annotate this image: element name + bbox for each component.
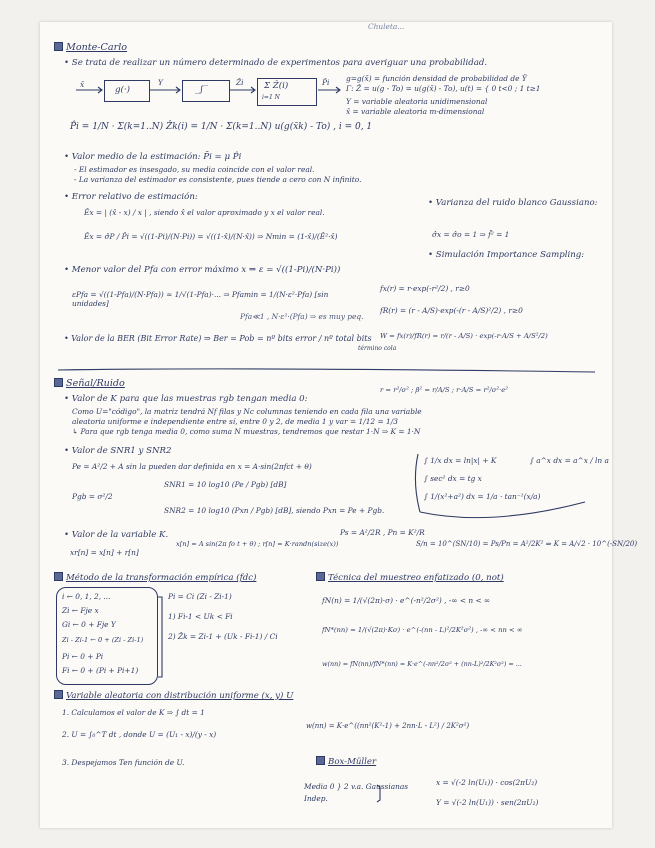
diagram-input: x̄ <box>80 80 85 89</box>
integral-2: ∫ a^x dx = a^x / ln a <box>530 456 609 465</box>
side-note-2: Γ: Ẑ = u(g - To) = u(g(x̄) - To), u(t) = { 0 t<0 ; 1 t≥1 <box>346 84 541 93</box>
pfa-note: Pfa≪1 , N·ε²·(Pfa) ⇒ es muy peq. <box>240 312 364 321</box>
left-step-3: Gi ← 0 + Fje Y <box>62 620 116 629</box>
k-val-1: xr[n] = x[n] + r[n] <box>70 548 139 557</box>
k-text-2: aleatoria uniforme e independiente entre sí, entre 0 y 2, de media 1 y var = 1/12 = 1/3 <box>72 417 398 426</box>
varianza-title: • Varianza del ruido blanco Gaussiano: <box>428 198 598 208</box>
right-step-1: Pi = Ci (Zi - Zi-1) <box>168 592 232 601</box>
signal-z: Ẑi <box>236 78 244 87</box>
checkbox-icon <box>54 572 63 581</box>
snr2: SNR2 = 10 log10 (Pxn / Pgb) [dB], siendo Pxn = Pe + Pgb. <box>164 506 385 515</box>
snr-pgb: Pgb = σ²/2 <box>72 492 113 501</box>
importance-w: W = fx(r)/fR(r) = r/(r - A/S) · exp(-r·A/S + A/S²/2) <box>380 332 548 340</box>
importance-f1: fx(r) = r·exp(-r²/2) , r≥0 <box>380 284 470 293</box>
k-val-2: x[n] = A sin(2π fo t + θ) ; r[n] = K·randn(size(x)) <box>176 540 339 548</box>
tecnica-f2: fN*(nn) = 1/(√(2π)·Kσ) · e^(-(nn - L)²/2K²σ²) , -∞ < nn < ∞ <box>322 626 523 634</box>
k-text-1: Como U="código", la matriz tendrá Nf filas y Nc columnas teniendo en cada fila una variable <box>72 407 422 416</box>
box-muller-y: Y = √(-2 ln(U₁)) · sen(2πU₂) <box>436 798 539 807</box>
importance-title: • Simulación Importance Sampling: <box>428 250 585 260</box>
left-step-4: Zi - Zi-1 ← 0 + (Zi - Zi-1) <box>62 636 144 644</box>
left-step-6: Fi ← 0 + (Pi + Pi+1) <box>62 666 139 675</box>
notes-sheet <box>40 22 638 828</box>
mean-title: • Valor medio de la estimación: P̄i = μ P̂i <box>64 152 242 162</box>
k-formula: r = r²/σ² ; β² = r/A/S ; r·A/S = r²/σ²·e² <box>380 386 508 394</box>
snr-pe: Pe = A²/2 + A sin la pueden dar definida en x = A·sin(2πfct + θ) <box>72 462 312 471</box>
k-val-4: S/n = 10^(SN/10) = Ps/Pn = A²/2K² ⇒ K = A/√2 · 10^(-SN/20) <box>416 540 638 548</box>
varianza-formula: σ̂x = σ̂o = 1 ⇒ f̄² = 1 <box>432 230 510 239</box>
uniforme-item-1: 1. Calculamos el valor de K ⇒ ∫ dt = 1 <box>62 708 205 717</box>
section-title-transformacion: Método de la transformación empírica (fdc) <box>54 572 256 583</box>
pfa-formula: εPfa = √((1-Pfa)/(N·Pfa)) ≈ 1/√(1-Pfa)·... ⇒ Pfamin = 1/(N·ε²·Pfa) [sin unidades] <box>72 290 329 308</box>
importance-f2: fR(r) = (r - A/S)·exp(-(r - A/S)²/2) , r≥0 <box>380 306 523 315</box>
mean-item-2: - La varianza del estimador es consistente, pues tiende a cero con N infinito. <box>74 175 362 184</box>
estimator-formula: P̂i = 1/N · Σ(k=1..N) Ẑk(i) = 1/N · Σ(k=1..N) u(g(x̄k) - To) , i = 0, 1 <box>70 122 373 132</box>
section-title-tecnica: Técnica del muestreo enfatizado (0, not) <box>316 572 504 583</box>
block-g-label: g(·) <box>115 85 130 95</box>
section-title-senal-ruido: Señal/Ruido <box>54 378 125 389</box>
section-title-box-muller: Box-Müller <box>316 756 376 767</box>
left-step-2: Zi ← Fje x <box>62 606 99 615</box>
checkbox-icon <box>316 756 325 765</box>
ber-title: • Valor de la BER (Bit Error Rate) ⇒ Ber = Pob = nº bits error / nº total bits <box>64 334 372 343</box>
right-step-2: 1) Fi-1 < Uk < Fi <box>168 612 233 621</box>
mean-item-1: - El estimador es insesgado, su media coincide con el valor real. <box>74 165 315 174</box>
integral-1: ∫ 1/x dx = ln|x| + K <box>424 456 497 465</box>
left-step-1: i ← 0, 1, 2, ... <box>62 592 111 601</box>
section-title-uniforme: Variable aleatoria con distribución uniforme (x, y) U <box>54 690 293 701</box>
rel-error-1: Êx = | (x̂ - x) / x | , siendo x̂ el valor aproximado y x el valor real. <box>84 208 325 217</box>
side-note-4: x̄ = variable aleatoria m-dimensional <box>346 107 485 116</box>
rel-error-title: • Error relativo de estimación: <box>64 192 198 202</box>
k-text-3: ↳ Para que rgb tenga media 0, como suma N muestras, tendremos que restar 1·N ⇒ K = 1·N <box>72 427 421 436</box>
rel-error-2: Êx = σ̂P / P̂i = √((1-Pi)/(N·Pi)) = √((1-x̂)/(N·x̂)) ⇒ Nmin = (1-x̂)/(Ê²·x̂) <box>84 232 338 241</box>
checkbox-icon <box>54 378 63 387</box>
k-val-3: Ps = A²/2R , Pn = K²/R <box>340 528 425 537</box>
pfa-title: • Menor valor del Pfa con error máximo x ⇒ ε = √((1-Pi)/(N·Pi)) <box>64 265 341 275</box>
tecnica-w: w(nn) = fN(nn)/fN*(nn) = K·e^(-nn²/2σ² + (nn-L)²/2K²σ²) = ... <box>322 660 522 668</box>
tecnica-f1: fN(n) = 1/(√(2π)·σ) · e^(-n²/2σ²) , -∞ < n < ∞ <box>322 596 491 605</box>
box-muller-x: x = √(-2 ln(U₁)) · cos(2πU₂) <box>436 778 538 787</box>
integral-3: ∫ sec² dx = tg x <box>424 474 482 483</box>
block-sum-label: Σ Ẑ(i) <box>264 81 289 91</box>
box-muller-intro2: Indep. <box>304 794 328 803</box>
checkbox-icon <box>54 42 63 51</box>
right-step-3: 2) Ẑk = Zi-1 + (Uk - Fi-1) / Ci <box>168 632 278 641</box>
section-title-montecarlo: Monte-Carlo <box>54 42 127 53</box>
uniforme-item-2: 2. U = ∫₀^T dt , donde U = (U₁ - x)/(y - x) <box>62 730 217 739</box>
side-note-3: Y = variable aleatoria unidimensional <box>346 97 488 106</box>
snr1: SNR1 = 10 log10 (Pe / Pgb) [dB] <box>164 480 287 489</box>
signal-y: Y <box>158 78 163 87</box>
block-threshold-label: _∫‾ <box>195 85 209 95</box>
integral-4: ∫ 1/(x²+a²) dx = 1/a · tan⁻¹(x/a) <box>424 492 541 501</box>
header-fragment: Chuleta... <box>368 22 405 31</box>
box-muller-intro: Media 0 } 2 v.a. Gaussianas <box>304 782 409 791</box>
diagram-output: P̂i <box>322 78 330 87</box>
k-title: • Valor de K para que las muestras rgb tengan media 0: <box>64 394 308 404</box>
snr-title: • Valor de SNR1 y SNR2 <box>64 446 172 456</box>
side-note-1: g=g(x̄) = función densidad de probabilidad de Ÿ <box>346 74 527 83</box>
checkbox-icon <box>316 572 325 581</box>
uniforme-item-3: 3. Despejamos Ten función de U. <box>62 758 185 767</box>
k-val-title: • Valor de la variable K. <box>64 530 169 540</box>
ber-note: término cola <box>358 345 397 352</box>
montecarlo-intro: • Se trata de realizar un número determinado de experimentos para averiguar una probabilidad. <box>64 58 488 68</box>
left-step-5: Pi ← 0 + Pi <box>62 652 104 661</box>
checkbox-icon <box>54 690 63 699</box>
tecnica-w2: w(nn) = K·e^((nn²(K²-1) + 2nn·L - L²) / 2K²σ²) <box>306 722 470 730</box>
block-sum-bounds: i=1 N <box>262 94 280 101</box>
